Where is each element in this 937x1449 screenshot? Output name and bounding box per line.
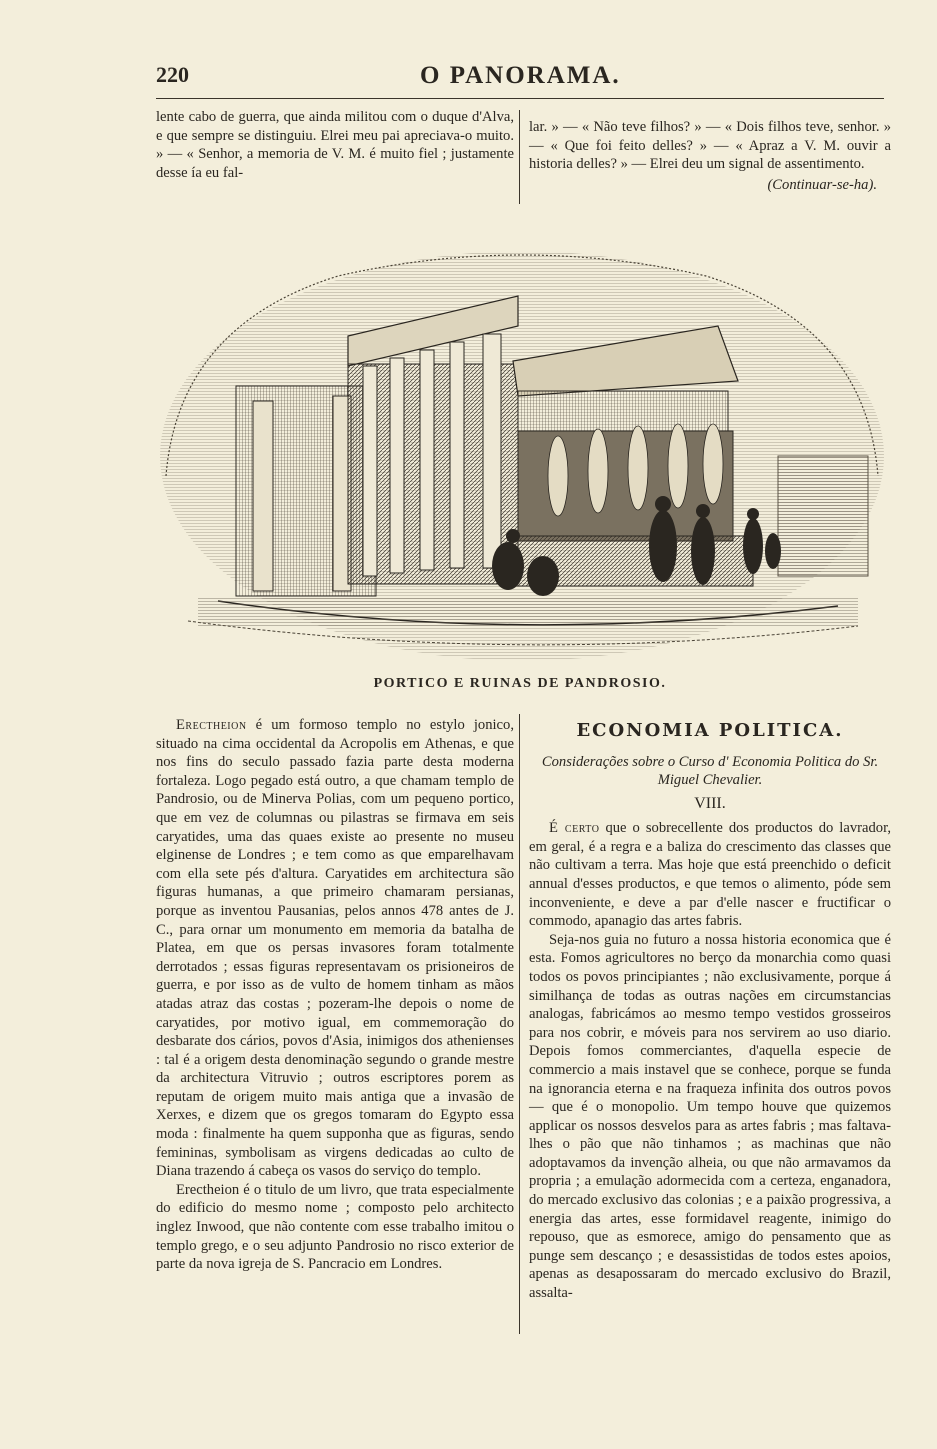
engraving-illustration <box>158 246 886 666</box>
illustration-caption: PORTICO E RUINAS DE PANDROSIO. <box>373 676 667 691</box>
temple-ruins-engraving <box>158 246 886 666</box>
header-rule <box>156 98 884 99</box>
erectheion-paragraph-1 <box>156 716 514 1181</box>
bottom-right-column <box>529 722 891 1303</box>
continued-note: (Continuar-se-ha). <box>767 176 877 193</box>
top-right-column <box>529 118 891 194</box>
top-right-text: lar. » — « Não teve filhos? » — « Dois filhos teve, senhor. » — « Que foi feito delles? » — « Apraz a V. M. ouvir a historia delles? » — Elrei deu um signal de assentimento. <box>529 119 891 173</box>
economia-paragraph-2: Seja-nos guia no futuro a nossa historia economica que é esta. Fomos agricultores no berço da monarchia como quasi todos os povos principiantes ; não exclusivamente, porque á similhança de todas as outras nações em circumstancias analogas, fabricámos ao mesmo tempo vestidos grosseiros para nos cobrir, e móveis para nos servirem ao uso diario. Depois fomos commerciantes, d'aquella especie de commercio a mais instavel que se conhece, porque se funda na ignorancia eterna e na fraqueza infinita dos outros povos — que é o monopolio. Um tempo houve que quizemos applicar os nossos desvelos para as artes fabris ; mas faltava-lhes o pão que não tinhamos ; as machinas que não adoptavamos da invenção alheia, ou que não armavamos da propria ; a emulação adormecida com a certeza, enganadora, do mercado exclusivo das colonias ; e a paixão progressiva, a energia das artes, esse formidavel reagente, inimigo do repouso, que as esmorece, amigo do pensamento que as punge sem descanço ; e desassistidas de todos estes apoios, apenas as desapossaram do mercado exclusivo do Brazil, assalta- <box>529 931 891 1302</box>
journal-title: O PANORAMA. <box>420 62 621 89</box>
page-number: 220 <box>156 62 189 87</box>
para1-text: que o sobrecellente dos productos do lavrador, em geral, é a regra e a baliza do crescimento das classes que não cultivam a terra. Mas hoje que está preenchido o deficit annual d'esses productos, e que temos o alimento, póde sem inconveniente, e deve a par d'elle nascer e fructificar o commodo, apanagio das artes fabris. <box>529 820 891 930</box>
lead-word: É certo <box>549 820 600 837</box>
erectheion-paragraph-2: Erectheion é o titulo de um livro, que trata especialmente do edificio do mesmo nome ; composto pelo architecto inglez Inwood, que não contente com esse trabalho imitou o templo grego, e o seu adjunto Pandrosio no risco exterior de parte da nova igreja de S. Pancracio em Londres. <box>156 1181 514 1273</box>
section-title: ECONOMIA POLITICA. <box>576 720 844 741</box>
chapter-number: VIII. <box>694 794 726 812</box>
economia-paragraph-1 <box>529 819 891 931</box>
top-left-column <box>156 108 514 182</box>
top-left-text: lente cabo de guerra, que ainda militou com o duque d'Alva, e que sempre se distinguiu. Elrei meu pai apreciava-o muito. » — « Senhor, a memoria de V. M. é muito fiel ; justamente desse ía eu fal- <box>156 109 514 181</box>
lead-word: Erectheion <box>176 717 247 733</box>
column-divider-top <box>519 110 520 204</box>
bottom-left-column <box>156 716 514 1274</box>
para1-text: é um formoso templo no estylo jonico, situado na cima occidental da Acropolis em Athenas, e que nos fins do seculo passado fazia parte desta moderna fortaleza. Logo pegado está outro, a que chamam templo de Pandrosio, ou de Minerva Polias, com um pequeno portico, que em vez de columnas ou pilastras se firmava em seis caryatides, uma das quaes existe ao presente no museu elginense de Londres ; e tem como as que emparelhavam com ella sete pés d'altura. Caryatides em architectura são figuras humanas, a que primeiro chamaram persianas, porque as inventou Pausanias, pelos annos 478 antes de J. C., para ornar um monumento em memoria da batalha de Platea, em que os persas invasores foram totalmente derrotados ; essas figuras representavam os prisioneiros de guerra, e por isso as de vulto de homem tinham as mãos atadas atraz das costas ; pozeram-lhe depois o nome de caryatides, por motivo igual, em commemoração do desbarate dos cários, povos d'Asia, inimigos dos athenienses : tal é a origem desta denominação segundo o grande mestre da architectura Vitruvio ; outros escriptores porem as reputam de origem muito mais antiga que a invasão de Xerxes, e dizem que os gregos tomaram do Egypto essa moda : finalmente ha quem supponha que as figuras, sendo femininas, symbolisam as virgens dedicadas ao culto de Diana trazendo á cabeça os vasos do serviço do templo. <box>156 717 514 1180</box>
column-divider-bottom <box>519 714 520 1334</box>
section-subtitle: Considerações sobre o Curso d' Economia Politica do Sr. Miguel Chevalier. <box>541 753 879 788</box>
